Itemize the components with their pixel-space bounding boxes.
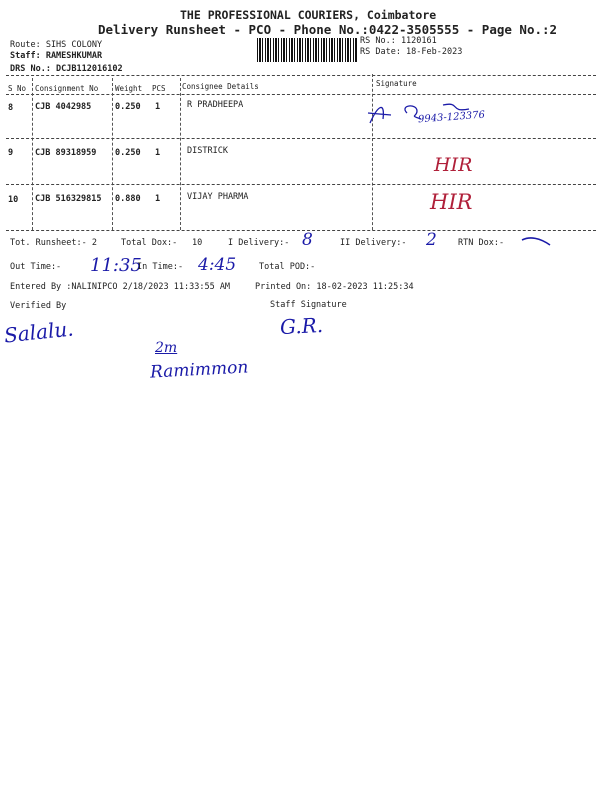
divider xyxy=(6,230,596,231)
row-consignment: CJB 516329815 xyxy=(35,194,102,204)
out-time-value: 11:35 xyxy=(90,255,142,276)
row-pcs: 1 xyxy=(155,102,161,112)
barcode xyxy=(257,38,357,62)
in-time-label: In Time:- xyxy=(137,262,184,272)
ii-delivery-label: II Delivery:- xyxy=(340,238,407,248)
row-pcs: 1 xyxy=(155,194,161,204)
out-time-label: Out Time:- xyxy=(10,262,62,272)
company-title: THE PROFESSIONAL COURIERS, Coimbatore xyxy=(180,8,437,22)
rtn-dox-label: RTN Dox:- xyxy=(458,238,505,248)
i-delivery-value: 8 xyxy=(302,230,313,250)
recipient-signature: HIR xyxy=(434,154,473,176)
row-sno: 9 xyxy=(8,148,14,158)
divider xyxy=(6,138,596,139)
rs-number: RS No.: 1120161 xyxy=(360,36,437,46)
col-pcs: PCS xyxy=(152,84,166,93)
row-pcs: 1 xyxy=(155,148,161,158)
divider xyxy=(6,94,596,95)
col-sno: S No xyxy=(8,84,27,93)
entered-by: Entered By :NALINIPCO 2/18/2023 11:33:55 AM xyxy=(10,282,231,292)
divider xyxy=(6,75,596,76)
verified-signature: Salalu. xyxy=(2,316,75,348)
row-sno: 10 xyxy=(8,195,19,205)
staff-signature-label: Staff Signature xyxy=(270,300,347,310)
col-weight: Weight xyxy=(115,84,143,93)
staff: Staff: RAMESHKUMAR xyxy=(10,51,103,61)
row-sno: 8 xyxy=(8,103,14,113)
total-runsheet: Tot. Runsheet:- 2 xyxy=(10,238,97,248)
handwritten-note: 2m xyxy=(155,340,178,356)
staff-signature: G.R. xyxy=(279,312,324,340)
phone-note: 9943-123376 xyxy=(417,109,486,126)
drs-number: DRS No.: DCJB112016102 xyxy=(10,64,123,74)
runsheet-subtitle: Delivery Runsheet - PCO - Phone No.:0422-3505555 - Page No.:2 xyxy=(98,22,558,37)
total-dox-value: 10 xyxy=(192,238,203,248)
recipient-signature: HIR xyxy=(430,190,473,214)
column-line xyxy=(180,78,181,230)
route: Route: SIHS COLONY xyxy=(10,40,103,50)
divider xyxy=(6,184,596,185)
row-weight: 0.250 xyxy=(115,102,141,112)
verified-by-label: Verified By xyxy=(10,301,67,311)
row-consignment: CJB 4042985 xyxy=(35,102,92,112)
col-consignee: Consignee Details xyxy=(182,82,259,91)
i-delivery-label: I Delivery:- xyxy=(228,238,290,248)
dash-mark xyxy=(520,234,552,248)
row-consignment: CJB 89318959 xyxy=(35,148,97,158)
total-dox-label: Total Dox:- xyxy=(121,238,178,248)
row-consignee: VIJAY PHARMA xyxy=(187,192,249,202)
row-weight: 0.880 xyxy=(115,194,141,204)
printed-on: Printed On: 18-02-2023 11:25:34 xyxy=(255,282,414,292)
total-pod-label: Total POD:- xyxy=(259,262,316,272)
in-time-value: 4:45 xyxy=(198,255,237,275)
column-line xyxy=(112,78,113,230)
ii-delivery-value: 2 xyxy=(426,230,437,250)
row-weight: 0.250 xyxy=(115,148,141,158)
rs-date: RS Date: 18-Feb-2023 xyxy=(360,47,463,57)
column-line xyxy=(32,78,33,230)
row-consignee: DISTRICK xyxy=(187,146,228,156)
col-signature: Signature xyxy=(376,79,417,88)
row-consignee: R PRADHEEPA xyxy=(187,100,244,110)
col-consignment: Consignment No xyxy=(35,84,99,93)
handwritten-name: Ramimmon xyxy=(149,357,249,383)
